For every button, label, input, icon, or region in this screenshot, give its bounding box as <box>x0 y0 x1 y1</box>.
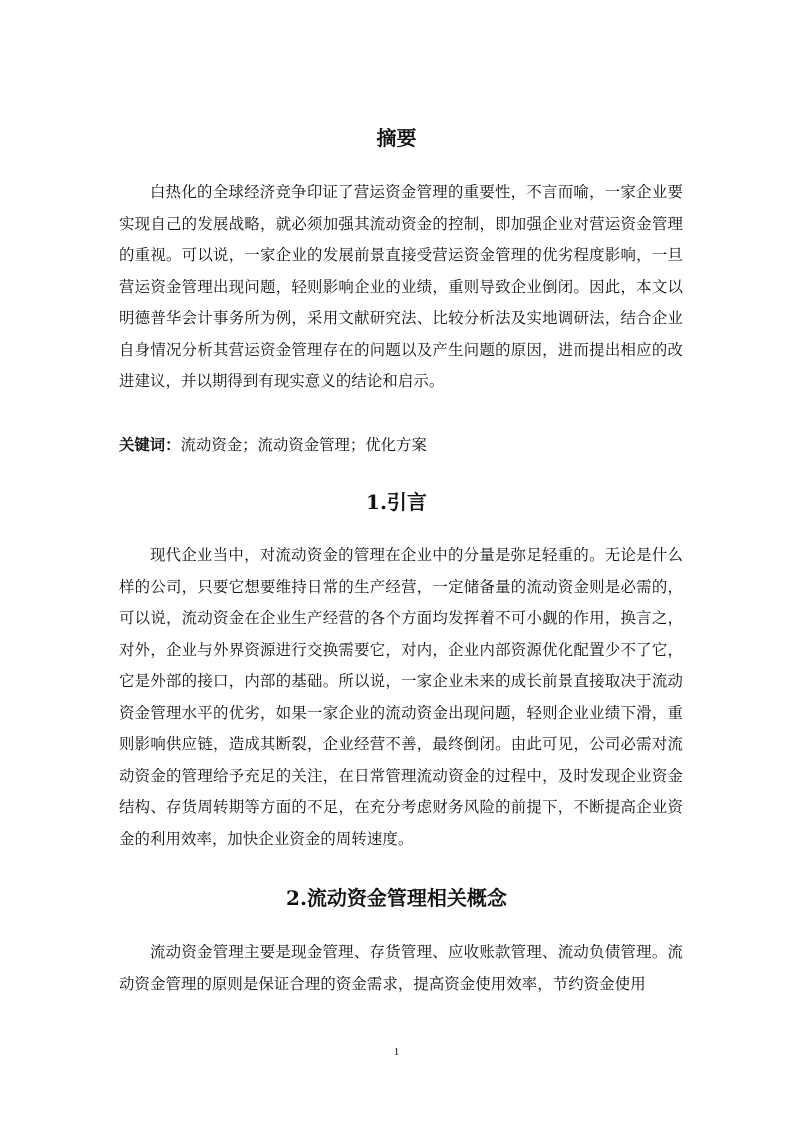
abstract-title: 摘要 <box>376 126 417 150</box>
keywords-label: 关键词： <box>119 436 181 454</box>
abstract-body: 白热化的全球经济竞争印证了营运资金管理的重要性，不言而喻，一家企业要实现自己的发展战略，就必须加强其流动资金的控制，即加强企业对营运资金管理的重视。可以说，一家企业的发展前景直接受营运资金管理的优劣程度影响，一旦营运资金管理出现问题，轻则影响企业的业绩，重则导致企业倒闭。因此，本文以明德普华会计事务所为例，采用文献研究法、比较分析法及实地调研法，结合企业自身情况分析其营运资金管理存在的问题以及产生问题的原因，进而提出相应的改进建议，并以期得到有现实意义的结论和启示。 <box>119 183 683 390</box>
section-2-body: 流动资金管理主要是现金管理、存货管理、应收账款管理、流动负债管理。流动资金管理的原则是保证合理的资金需求，提高资金使用效率，节约资金使用 <box>119 943 683 993</box>
section-1-body: 现代企业当中，对流动资金的管理在企业中的分量是弥足轻重的。无论是什么样的公司，只要它想要维持日常的生产经营，一定储备量的流动资金则是必需的，可以说，流动资金在企业生产经营的各个方面均发挥着不可小觑的作用，换言之，对外，企业与外界资源进行交换需要它，对内，企业内部资源优化配置少不了它，它是外部的接口，内部的基础。所以说，一家企业未来的成长前景直接取决于流动资金管理水平的优劣，如果一家企业的流动资金出现问题，轻则企业业绩下滑，重则影响供应链，造成其断裂，企业经营不善，最终倒闭。由此可见，公司必需对流动资金的管理给予充足的关注，在日常管理流动资金的过程中，及时发现企业资金结构、存货周转期等方面的不足，在充分考虑财务风险的前提下，不断提高企业资金的利用效率，加快企业资金的周转速度。 <box>119 546 683 848</box>
page-number: 1 <box>393 1046 400 1058</box>
keywords-value: 流动资金；流动资金管理；优化方案 <box>180 436 427 454</box>
section-2-title: 2.流动资金管理相关概念 <box>286 886 507 910</box>
section-1-title: 1.引言 <box>366 490 427 514</box>
keywords-line <box>119 433 683 457</box>
